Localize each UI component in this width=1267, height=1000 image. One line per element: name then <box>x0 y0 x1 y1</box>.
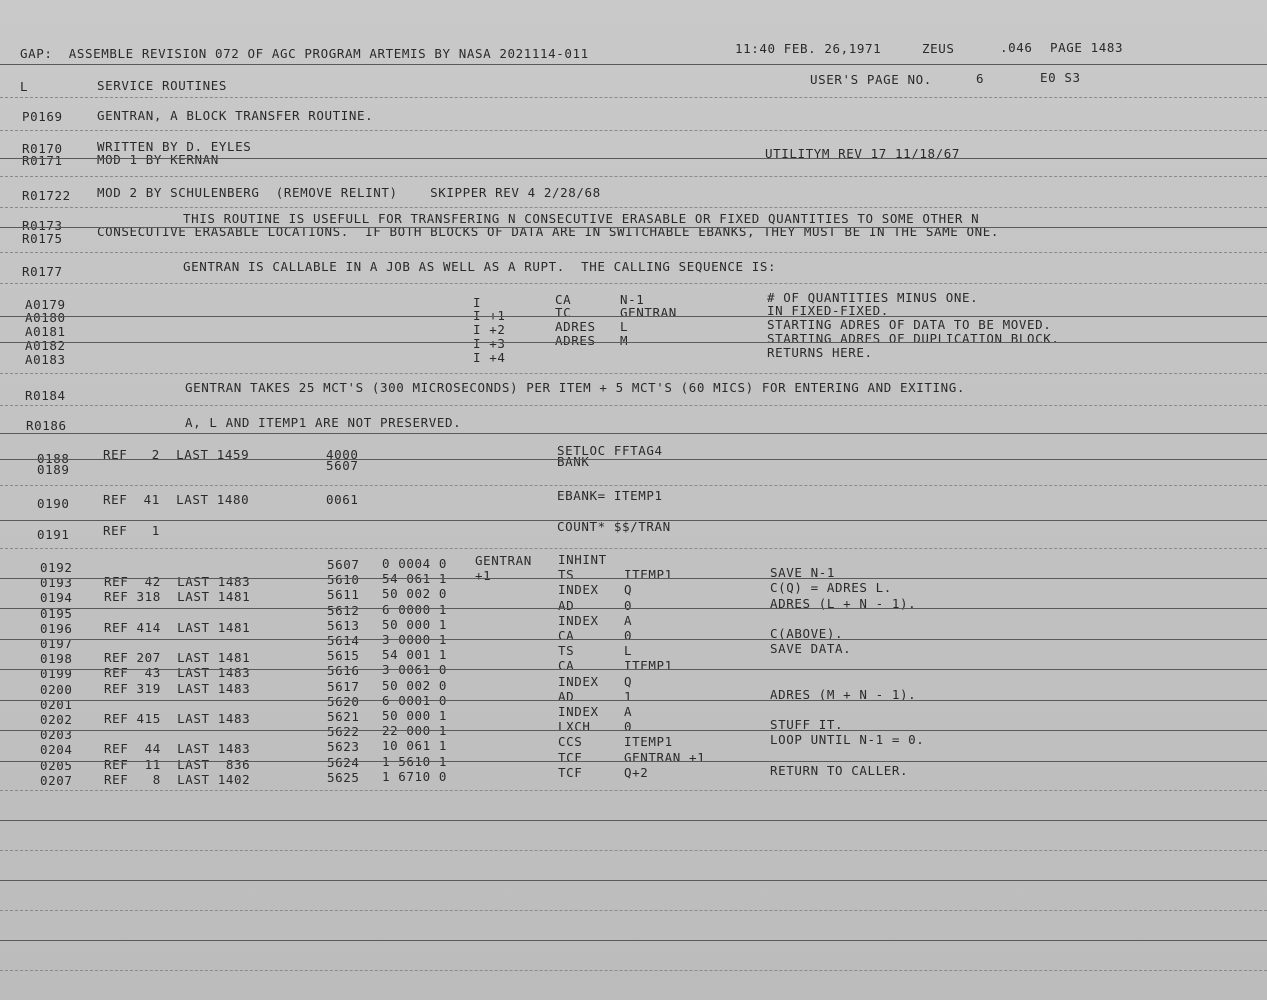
divider <box>0 227 1267 228</box>
code-opcode: CA <box>558 628 575 643</box>
code-line-id: 0194 <box>40 590 73 606</box>
code-address: 5625 <box>327 769 360 785</box>
code-word: 3 0000 1 <box>382 632 448 647</box>
code-opcode: INDEX <box>558 582 599 598</box>
code-ref: REF 43 LAST 1483 <box>104 665 251 681</box>
code-ref: REF 44 LAST 1483 <box>104 741 251 757</box>
line-id: R0173 <box>22 218 63 233</box>
code-word: 0 0004 0 <box>382 556 448 571</box>
seq-comment: # OF QUANTITIES MINUS ONE. <box>767 290 979 305</box>
code-comment: SAVE N-1 <box>770 565 836 581</box>
code-ref: REF 8 LAST 1402 <box>104 771 251 787</box>
code-line-id: 0188 <box>37 451 70 466</box>
line-id: R01722 <box>22 188 71 203</box>
line-text: MOD 1 BY KERNAN <box>97 152 219 167</box>
code-comment: ADRES (M + N - 1). <box>770 686 917 702</box>
code-ref: REF 1 <box>103 523 160 538</box>
code-opcode: INDEX <box>558 673 599 689</box>
revision-note: UTILITYM REV 17 11/18/67 <box>765 146 961 161</box>
code-line-id: 0189 <box>37 462 70 477</box>
code-statement: BANK <box>557 454 590 469</box>
divider <box>0 880 1267 881</box>
divider <box>0 158 1267 159</box>
divider <box>0 820 1267 821</box>
code-line-id: 0192 <box>40 560 73 575</box>
code-operand: A <box>624 612 633 628</box>
line-id: R0175 <box>22 231 63 246</box>
line-id: R0184 <box>25 388 66 403</box>
code-address: 5612 <box>327 602 360 618</box>
divider <box>0 940 1267 941</box>
seq-location: I +1 <box>473 308 506 323</box>
code-address: 5616 <box>327 663 360 679</box>
divider <box>0 97 1267 98</box>
header-page: PAGE 1483 <box>1050 40 1124 55</box>
code-ref: REF 11 LAST 836 <box>104 756 251 772</box>
code-word: 50 002 0 <box>382 586 448 602</box>
code-label: +1 <box>475 568 492 584</box>
code-line-id: 0200 <box>40 681 73 697</box>
code-ref: REF 415 LAST 1483 <box>104 711 251 726</box>
code-address: 5613 <box>327 617 360 633</box>
code-address: 5611 <box>327 587 360 603</box>
seq-comment: STARTING ADRES OF DUPLICATION BLOCK. <box>767 331 1060 346</box>
divider <box>0 548 1267 549</box>
code-address: 5622 <box>327 724 360 740</box>
line-text: MOD 2 BY SCHULENBERG (REMOVE RELINT) SKIPPER REV 4 2/28/68 <box>97 185 601 200</box>
code-line-id: 0201 <box>40 696 73 712</box>
code-opcode: AD <box>558 688 575 704</box>
code-ref: REF 42 LAST 1483 <box>104 574 251 590</box>
code-operand: 0 <box>624 719 633 735</box>
seq-operand: N-1 <box>620 292 645 307</box>
header-title: GAP: ASSEMBLE REVISION 072 OF AGC PROGRAM ARTEMIS BY NASA 2021114-011 <box>20 46 589 61</box>
code-opcode: CA <box>558 658 575 674</box>
code-line-id: 0202 <box>40 712 73 727</box>
code-operand: 0 <box>624 628 633 643</box>
code-line-id: 0191 <box>37 527 70 542</box>
divider <box>0 373 1267 374</box>
line-text: THIS ROUTINE IS USEFULL FOR TRANSFERING N CONSECUTIVE ERASABLE OR FIXED QUANTITIES TO SOME OTHER N <box>183 211 980 226</box>
code-ref: REF 414 LAST 1481 <box>104 619 251 635</box>
code-word: 54 061 1 <box>382 571 448 587</box>
code-opcode: TS <box>558 643 575 659</box>
code-operand: 0 <box>624 597 633 613</box>
line-id: R0177 <box>22 264 63 279</box>
code-opcode: LXCH <box>558 719 591 735</box>
seq-comment: STARTING ADRES OF DATA TO BE MOVED. <box>767 317 1052 332</box>
divider <box>0 485 1267 486</box>
code-word: 6 0000 1 <box>382 601 448 617</box>
section-code: L <box>20 79 29 94</box>
code-operand: Q <box>624 673 633 689</box>
divider <box>0 761 1267 762</box>
code-ref: REF 41 LAST 1480 <box>103 492 250 507</box>
seq-line-id: A0183 <box>25 352 66 367</box>
seq-comment: IN FIXED-FIXED. <box>767 303 889 318</box>
code-line-id: 0204 <box>40 742 73 758</box>
code-operand: ITEMP1 <box>624 567 673 583</box>
code-address: 5607 <box>327 557 360 572</box>
code-operand: A <box>624 704 633 719</box>
code-line-id: 0195 <box>40 605 73 621</box>
code-line-id: 0198 <box>40 651 73 667</box>
divider <box>0 342 1267 343</box>
divider <box>0 970 1267 971</box>
seq-location: I +3 <box>473 336 506 351</box>
seq-location: I +2 <box>473 322 506 337</box>
code-word: 50 000 1 <box>382 616 448 632</box>
code-opcode: TCF <box>558 749 583 765</box>
code-address: 5607 <box>326 458 359 473</box>
code-ref: REF 2 LAST 1459 <box>103 447 250 462</box>
code-line-id: 0190 <box>37 496 70 511</box>
code-ref: REF 319 LAST 1483 <box>104 680 251 696</box>
line-text: WRITTEN BY D. EYLES <box>97 139 252 154</box>
code-address: 5623 <box>327 739 360 755</box>
seq-comment: RETURNS HERE. <box>767 345 873 360</box>
code-comment: STUFF IT. <box>770 717 844 733</box>
line-text: GENTRAN IS CALLABLE IN A JOB AS WELL AS A RUPT. THE CALLING SEQUENCE IS: <box>183 259 777 274</box>
code-operand: ITEMP1 <box>624 658 673 674</box>
line-text: GENTRAN, A BLOCK TRANSFER ROUTINE. <box>97 108 374 123</box>
code-comment: C(ABOVE). <box>770 626 844 641</box>
code-address: 5614 <box>327 633 360 648</box>
divider <box>0 316 1267 317</box>
divider <box>0 790 1267 791</box>
line-id: R0170 <box>22 141 63 156</box>
divider <box>0 730 1267 731</box>
divider <box>0 520 1267 521</box>
header-code: .046 <box>1000 40 1033 55</box>
users-page-label: USER'S PAGE NO. <box>810 72 932 87</box>
divider <box>0 405 1267 406</box>
code-comment: C(Q) = ADRES L. <box>770 580 892 596</box>
code-operand: GENTRAN +1 <box>624 749 706 765</box>
code-address: 5621 <box>327 709 360 724</box>
line-text: GENTRAN TAKES 25 MCT'S (300 MICROSECONDS) PER ITEM + 5 MCT'S (60 MICS) FOR ENTERING AND EXITING. <box>185 380 966 395</box>
line-text: CONSECUTIVE ERASABLE LOCATIONS. IF BOTH BLOCKS OF DATA ARE IN SWITCHABLE EBANKS, THEY MUST BE IN THE SAME ONE. <box>97 224 999 239</box>
seq-line-id: A0179 <box>25 297 66 312</box>
code-opcode: TCF <box>558 764 583 780</box>
code-statement: SETLOC FFTAG4 <box>557 443 663 458</box>
code-word: 50 000 1 <box>382 708 448 723</box>
code-opcode: INDEX <box>558 704 599 719</box>
divider <box>0 608 1267 609</box>
code-address: 5624 <box>327 754 360 770</box>
divider <box>0 578 1267 579</box>
divider <box>0 130 1267 131</box>
code-word: 10 061 1 <box>382 738 448 754</box>
seq-location: I <box>473 295 482 310</box>
section-suffix: E0 S3 <box>1040 70 1081 85</box>
code-opcode: INDEX <box>558 612 599 628</box>
users-page-no: 6 <box>976 71 985 86</box>
seq-opcode: ADRES <box>555 333 596 348</box>
divider <box>0 433 1267 434</box>
divider <box>0 252 1267 253</box>
code-address: 5620 <box>327 693 360 709</box>
seq-location: I +4 <box>473 350 506 365</box>
code-comment: ADRES (L + N - 1). <box>770 595 917 611</box>
code-line-id: 0197 <box>40 636 73 651</box>
code-operand: L <box>624 643 633 659</box>
divider <box>0 850 1267 851</box>
code-comment: RETURN TO CALLER. <box>770 762 909 778</box>
divider <box>0 283 1267 284</box>
code-word: 1 6710 0 <box>382 768 448 784</box>
code-address: 5615 <box>327 648 360 664</box>
header-time: 11:40 FEB. 26,1971 <box>735 41 882 56</box>
seq-line-id: A0182 <box>25 338 66 353</box>
seq-operand: L <box>620 319 629 334</box>
code-opcode: INHINT <box>558 552 607 567</box>
code-line-id: 0196 <box>40 620 73 636</box>
divider <box>0 700 1267 701</box>
code-line-id: 0199 <box>40 666 73 682</box>
divider <box>0 207 1267 208</box>
section-title: SERVICE ROUTINES <box>97 78 228 93</box>
seq-line-id: A0181 <box>25 324 66 339</box>
code-operand: ITEMP1 <box>624 734 673 750</box>
code-comment: SAVE DATA. <box>770 641 852 657</box>
divider <box>0 459 1267 460</box>
code-comment: LOOP UNTIL N-1 = 0. <box>770 732 925 748</box>
seq-opcode: TC <box>555 305 572 320</box>
code-word: 6 0001 0 <box>382 692 448 708</box>
code-line-id: 0207 <box>40 772 73 788</box>
code-operand: Q <box>624 582 633 598</box>
divider <box>0 910 1267 911</box>
code-operand: Q+2 <box>624 764 649 780</box>
code-address: 5610 <box>327 572 360 588</box>
code-word: 22 000 1 <box>382 723 448 739</box>
code-word: 54 001 1 <box>382 647 448 663</box>
code-line-id: 0203 <box>40 727 73 743</box>
code-word: 3 0061 0 <box>382 662 448 678</box>
code-statement: COUNT* $$/TRAN <box>557 519 671 534</box>
seq-opcode: CA <box>555 292 572 307</box>
code-address: 0061 <box>326 492 359 507</box>
code-label: GENTRAN <box>475 553 532 568</box>
code-word: 1 5610 1 <box>382 753 448 769</box>
code-operand: 1 <box>624 688 633 704</box>
line-id: P0169 <box>22 109 63 124</box>
code-line-id: 0193 <box>40 575 73 591</box>
code-ref: REF 207 LAST 1481 <box>104 650 251 666</box>
divider <box>0 669 1267 670</box>
code-line-id: 0205 <box>40 757 73 773</box>
divider <box>0 176 1267 177</box>
line-id: R0186 <box>26 418 67 433</box>
code-opcode: AD <box>558 597 575 613</box>
code-address: 5617 <box>327 678 360 694</box>
code-ref: REF 318 LAST 1481 <box>104 589 251 605</box>
seq-operand: GENTRAN <box>620 305 677 320</box>
seq-operand: M <box>620 333 629 348</box>
code-word: 50 002 0 <box>382 677 448 693</box>
header-system: ZEUS <box>922 41 955 56</box>
code-opcode: TS <box>558 567 575 583</box>
seq-line-id: A0180 <box>25 310 66 325</box>
line-text: A, L AND ITEMP1 ARE NOT PRESERVED. <box>185 415 462 430</box>
seq-opcode: ADRES <box>555 319 596 334</box>
code-statement: EBANK= ITEMP1 <box>557 488 663 503</box>
code-address: 4000 <box>326 447 359 462</box>
divider <box>0 64 1267 65</box>
divider <box>0 639 1267 640</box>
code-opcode: CCS <box>558 734 583 750</box>
line-id: R0171 <box>22 153 63 168</box>
